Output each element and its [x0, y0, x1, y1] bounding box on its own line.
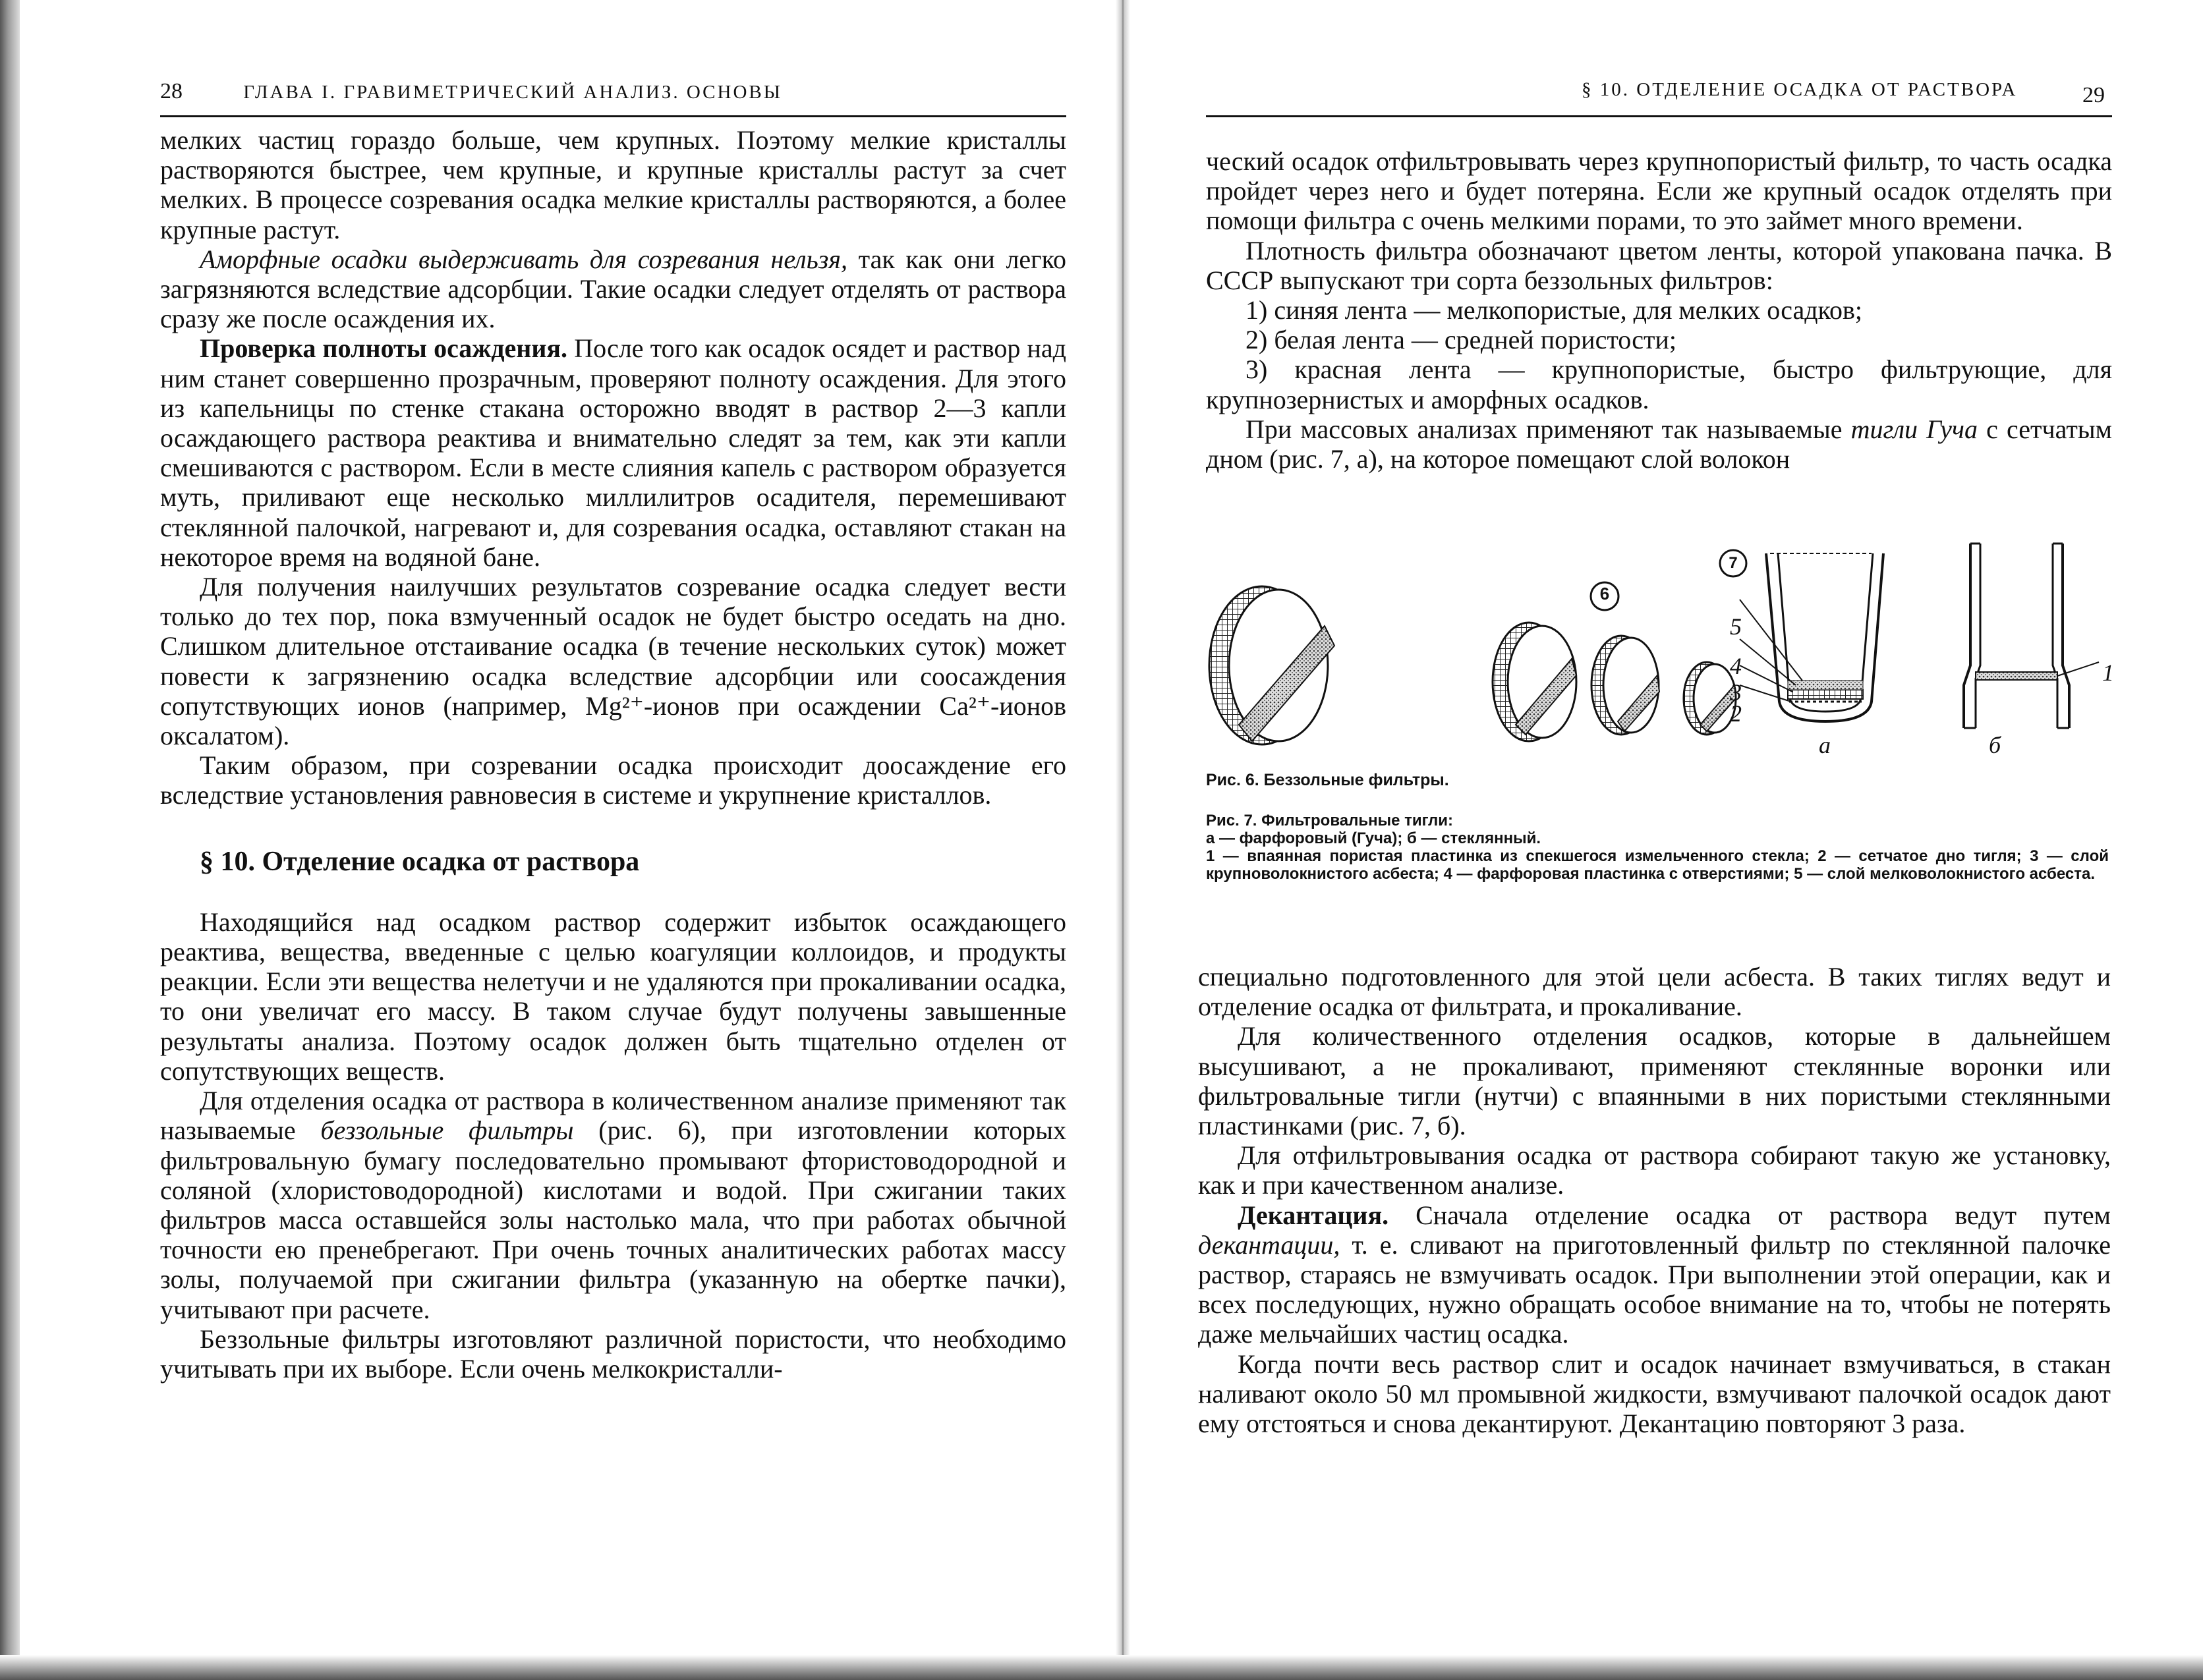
figure-7-sub-b: б [1989, 732, 2001, 758]
paragraph-text: так как они легко загрязняются вследствие адсорбции. Такие осадки следует отделять от раствора сразу же после осаждения их. [160, 244, 1066, 334]
paragraph-text: Для отделения осадка от раствора в количественном анализе применяют так называемые [160, 1086, 1066, 1146]
figure-7-label-2: 2 [1730, 700, 1742, 727]
list-item: 1) синяя лента — мелкопористые, для мелких осадков; [1245, 295, 1862, 325]
paragraph [160, 333, 1066, 572]
run-in-heading: Проверка полноты осаждения. [200, 333, 568, 364]
filter-pack-large [1209, 586, 1334, 744]
figure-7-caption-legend: 1 — впаянная пористая пластинка из спекшегося измельченного стекла; 2 — сетчатое дно тигля; 3 — слой крупноволокнистого асбеста; 4 — фарфоровая пластинка с отверстиями; 5 — слой мелковолокнистого асбеста. [1206, 847, 2109, 883]
paragraph-text: т. е. сливают на приготовленный фильтр по стеклянной палочке раствор, стараясь не взмучивать осадок. При выполнении этой операции, как и всех последующих, нужно обращать особое внимание на то, чтобы не потерять даже мельчайших частиц осадка. [1198, 1229, 2111, 1349]
paragraph-text: (рис. 6), при изготовлении которых фильтровальную бумагу последовательно промывают фтористоводородной и соляной (хлористоводородной) кислотами и водой. При сжигании таких фильтров масса оставшейся золы настолько мала, что при работах обычной точности ею пренебрегают. При очень точных аналитических работах массу золы, получаемой при сжигании фильтра (указанную на обертке пачки), учитывают при расчете. [160, 1115, 1066, 1324]
figure-7-label-3: 3 [1730, 679, 1742, 706]
right-text-column-top [1206, 146, 2112, 474]
paragraph: Таким образом, при созревании осадка происходит доосаждение его вследствие установления равновесия в системе и укрупнение кристаллов. [160, 750, 1066, 810]
paragraph: мелких частиц гораздо больше, чем крупных. Поэтому мелкие кристаллы растворяются быстрее, чем крупные, и крупные кристаллы растут за счет мелких. В процессе созревания осадка мелкие кристаллы растворяются, а более крупные растут. [160, 125, 1066, 244]
header-rule [160, 115, 1066, 117]
figure-6-filters-illustration [1206, 567, 1483, 764]
paragraph: Беззольные фильтры изготовляют различной пористости, что необходимо учитывать при их выборе. Если очень мелкокристалли- [160, 1324, 1066, 1384]
paragraph: специально подготовленного для этой цели асбеста. В таких тиглях ведут и отделение осадка от фильтрата, и прокаливание. [1198, 962, 2111, 1022]
paragraph [160, 1086, 1066, 1324]
figure-7-caption-title: Рис. 7. Фильтровальные тигли: [1206, 812, 1454, 829]
left-text-column [160, 125, 1066, 1384]
italic-term: декантации, [1198, 1229, 1340, 1260]
paragraph: Для количественного отделения осадков, которые в дальнейшем высушивают, а не прокаливают, применяют стеклянные воронки или фильтровальные тигли (нутчи) с впаянными в них пористыми стеклянными пластинками (рис. 7, б). [1198, 1021, 2111, 1141]
running-head: § 10. ОТДЕЛЕНИЕ ОСАДКА ОТ РАСТВОРА [1582, 79, 2018, 100]
page-number: 28 [160, 79, 183, 103]
page-number: 29 [2082, 83, 2105, 107]
figure-7-label-1: 1 [2102, 659, 2114, 686]
figure-7-number: 7 [1729, 554, 1738, 572]
italic-term: беззольные фильтры [320, 1115, 574, 1146]
paragraph [160, 244, 1066, 334]
paragraph-text: Сначала отделение осадка от раствора ведут путем [1388, 1200, 2111, 1230]
figure-6-number: 6 [1599, 584, 1610, 603]
list-item: 2) белая лента — средней пористости; [1245, 325, 1677, 355]
run-in-heading: Декантация. [1238, 1200, 1389, 1230]
figure-6-caption: Рис. 6. Беззольные фильтры. [1206, 771, 1449, 789]
paragraph [1198, 1200, 2111, 1349]
figure-7-sub-a: а [1819, 732, 1831, 758]
italic-phrase: Аморфные осадки выдерживать для созревания нельзя, [200, 244, 847, 274]
paragraph-text: с сетчатым дном (рис. 7, а), на которое помещают слой волокон [1206, 414, 2112, 474]
header-rule [1206, 115, 2112, 117]
figure-7-label-5: 5 [1730, 613, 1742, 640]
paragraph: Для отфильтровывания осадка от раствора собирают такую же установку, как и при качественном анализе. [1198, 1140, 2111, 1200]
right-page [1120, 0, 2203, 1680]
italic-term: тигли Гуча [1850, 414, 1978, 444]
figure-7-caption-line: а — фарфоровый (Гуча); б — стеклянный. [1206, 829, 1541, 847]
paragraph: ческий осадок отфильтровывать через крупнопористый фильтр, то часть осадка пройдет через него и будет потеряна. Если же крупный осадок отделять при помощи фильтра с очень мелкими порами, то это займет много времени. [1206, 146, 2112, 236]
paragraph-text: После того как осадок осядет и раствор над ним станет совершенно прозрачным, проверяют полноту осаждения. Для этого из капельницы по стенке стакана осторожно вводят в раствор 2—3 капли осаждающего раствора реактива и внимательно следят за тем, как эти капли смешиваются с раствором. Если в месте слияния капель с раствором образуется муть, приливают еще несколько миллилитров осадителя, перемешивают стеклянной палочкой, нагревают и, для созревания осадка, оставляют стакан на некоторое время на водяной бане. [160, 333, 1067, 572]
right-text-column-bottom [1198, 962, 2111, 1438]
figure-7-label-4: 4 [1730, 653, 1742, 679]
filter-pack-medium [1493, 623, 1576, 741]
filter-pack-small [1591, 636, 1659, 735]
right-page-header [1582, 79, 2017, 101]
paragraph: Когда почти весь раствор слит и осадок начинает взмучиваться, в стакан наливают около 50 мл промывной жидкости, взмучивают палочкой осадок дают ему отстояться и снова декантируют. Декантацию повторяют 3 раза. [1198, 1349, 2111, 1439]
paragraph [1206, 414, 2112, 474]
figure-7-crucibles-illustration [1713, 537, 2122, 735]
section-heading: § 10. Отделение осадка от раствора [200, 846, 640, 877]
running-head: ГЛАВА I. ГРАВИМЕТРИЧЕСКИЙ АНАЛИЗ. ОСНОВЫ [243, 82, 783, 103]
left-page-header [160, 79, 782, 104]
glass-crucible-b [1964, 544, 2099, 728]
paragraph: Плотность фильтра обозначают цветом ленты, которой упакована пачка. В СССР выпускают три сорта беззольных фильтров: [1206, 235, 2112, 295]
paragraph: Находящийся над осадком раствор содержит избыток осаждающего реактива, вещества, введенные с целью коагуляции коллоидов, и продукты реакции. Если эти вещества нелетучи и не удаляются при прокаливании осадка, то они увеличат его массу. В таком случае будут получены завышенные результаты анализа. Поэтому осадок должен быть тщательно отделен от сопутствующих веществ. [160, 907, 1066, 1086]
paragraph-text: При массовых анализах применяют так называемые [1245, 414, 1851, 444]
figure-7-caption [1206, 812, 2109, 883]
list-item: 3) красная лента — крупнопористые, быстро фильтрующие, для крупнозернистых и аморфных осадков. [1206, 354, 2112, 414]
gooch-crucible-a [1740, 553, 1883, 721]
paragraph: Для получения наилучших результатов созревание осадка следует вести только до тех пор, пока взмученный осадок не будет быстро оседать на дно. Слишком длительное отстаивание осадка (в течение нескольких суток) может повести к загрязнению осадка вследствие адсорбции или соосаждения сопутствующих ионов (например, Mg²⁺-ионов при осаждении Ca²⁺-ионов оксалатом). [160, 572, 1066, 751]
